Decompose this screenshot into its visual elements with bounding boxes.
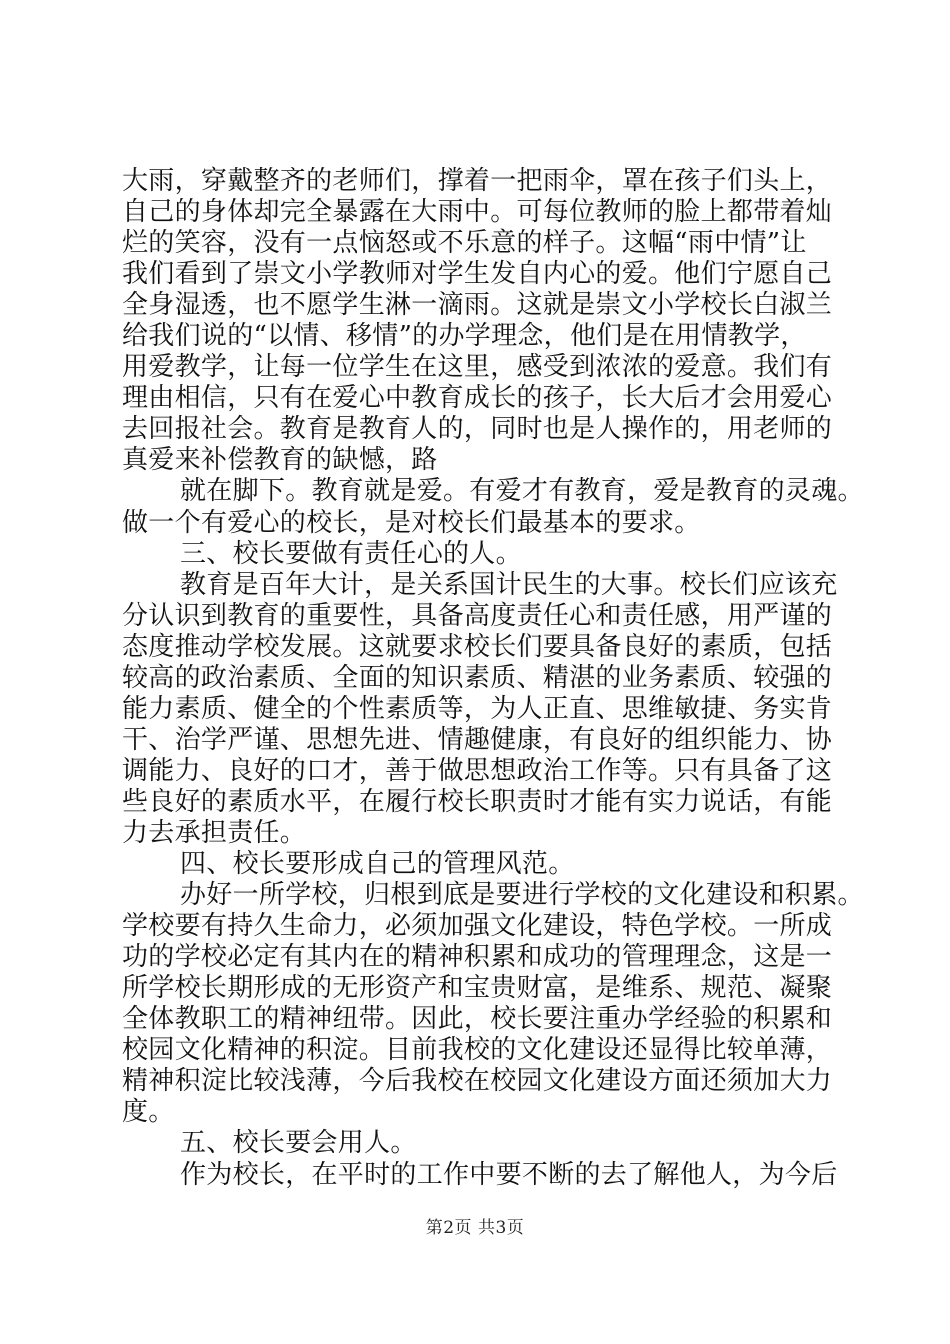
text-line: 理由相信，只有在爱心中教育成长的孩子，长大后才会用爱心 xyxy=(122,383,833,414)
text-line: 做一个有爱心的校长，是对校长们最基本的要求。 xyxy=(122,507,701,538)
text-line: 态度推动学校发展。这就要求校长们要具备良好的素质，包括 xyxy=(122,631,833,662)
text-line: 度。 xyxy=(122,1097,175,1128)
text-line: 全体教职工的精神纽带。因此，校长要注重办学经验的积累和 xyxy=(122,1004,833,1035)
text-line: 所学校长期形成的无形资产和宝贵财富，是维系、规范、凝聚 xyxy=(122,973,833,1004)
text-line: 些良好的素质水平，在履行校长职责时才能有实力说话，有能 xyxy=(122,786,833,817)
text-line: 力去承担责任。 xyxy=(122,817,307,848)
text-line: 去回报社会。教育是教育人的，同时也是人操作的，用老师的 xyxy=(122,414,833,445)
text-line: 学校要有持久生命力，必须加强文化建设，特色学校。一所成 xyxy=(122,911,833,942)
text-line: 分认识到教育的重要性，具备高度责任心和责任感，用严谨的 xyxy=(122,600,833,631)
page-footer: 第2页 共3页 xyxy=(425,1218,525,1238)
text-line: 全身湿透，也不愿学生淋一滴雨。这就是崇文小学校长白淑兰 xyxy=(122,290,833,321)
text-line: 真爱来补偿教育的缺憾，路 xyxy=(122,445,438,476)
text-line: 较高的政治素质、全面的知识素质、精湛的业务素质、较强的 xyxy=(122,662,833,693)
text-line: 干、治学严谨、思想先进、情趣健康，有良好的组织能力、协 xyxy=(122,724,833,755)
text-line: 给我们说的“以情、移情”的办学理念，他们是在用情教学， xyxy=(122,321,807,352)
text-line: 教育是百年大计，是关系国计民生的大事。校长们应该充 xyxy=(180,569,838,600)
text-line: 烂的笑容，没有一点恼怒或不乐意的样子。这幅“雨中情”让 xyxy=(122,228,807,259)
text-line: 自己的身体却完全暴露在大雨中。可每位教师的脸上都带着灿 xyxy=(122,197,833,228)
text-line: 精神积淀比较浅薄，今后我校在校园文化建设方面还须加大力 xyxy=(122,1066,833,1097)
text-line: 调能力、良好的口才，善于做思想政治工作等。只有具备了这 xyxy=(122,755,833,786)
text-line: 就在脚下。教育就是爱。有爱才有教育，爱是教育的灵魂。 xyxy=(180,476,864,507)
text-line: 大雨，穿戴整齐的老师们，撑着一把雨伞，罩在孩子们头上， xyxy=(122,166,833,196)
text-line: 校园文化精神的积淀。目前我校的文化建设还显得比较单薄， xyxy=(122,1035,833,1066)
text-line: 我们看到了崇文小学教师对学生发自内心的爱。他们宁愿自己 xyxy=(122,259,833,290)
text-line: 五、校长要会用人。 xyxy=(180,1128,417,1159)
text-line: 能力素质、健全的个性素质等，为人正直、思维敏捷、务实肯 xyxy=(122,693,833,724)
body-text xyxy=(122,166,864,1191)
text-line: 用爱教学，让每一位学生在这里，感受到浓浓的爱意。我们有 xyxy=(122,352,833,383)
text-line: 功的学校必定有其内在的精神积累和成功的管理理念，这是一 xyxy=(122,942,833,973)
text-line: 四、校长要形成自己的管理风范。 xyxy=(180,849,575,880)
text-line: 办好一所学校，归根到底是要进行学校的文化建设和积累。 xyxy=(180,880,864,911)
text-line: 作为校长，在平时的工作中要不断的去了解他人，为今后 xyxy=(180,1159,838,1190)
text-line: 三、校长要做有责任心的人。 xyxy=(180,538,522,569)
